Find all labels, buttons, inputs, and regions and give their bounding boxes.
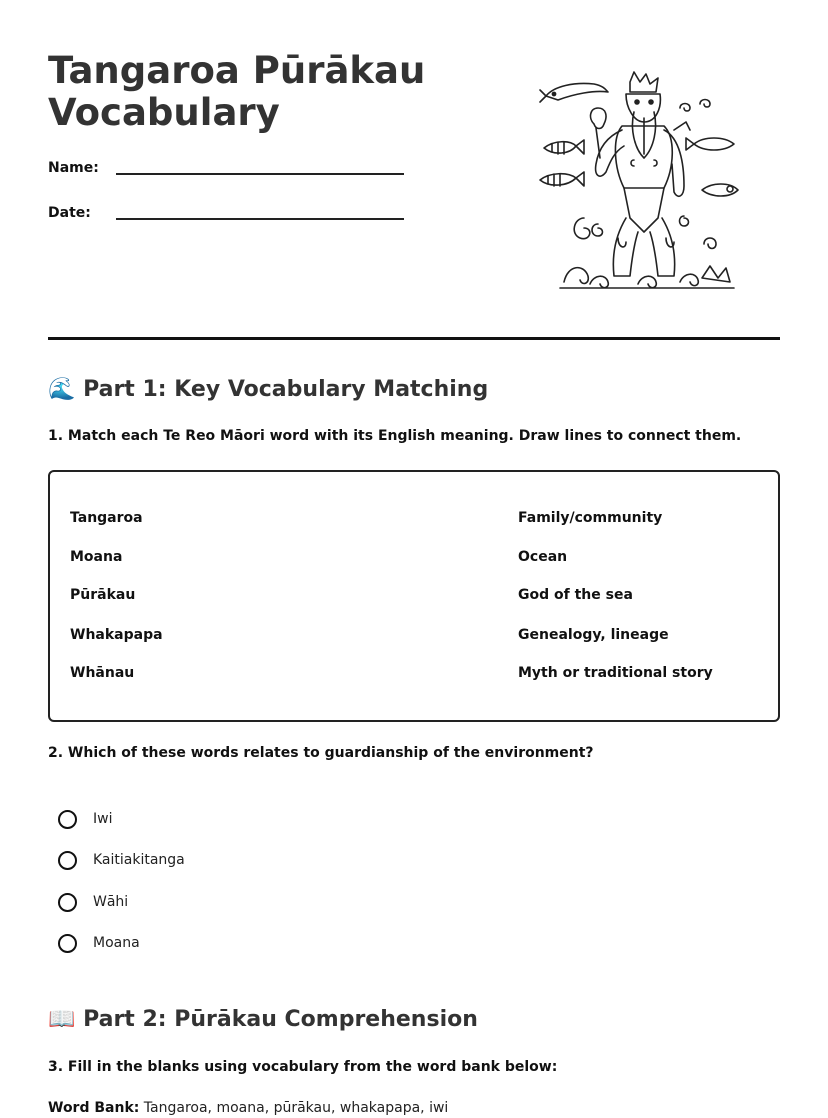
word-bank-label: Word Bank: xyxy=(48,1100,140,1116)
match-word[interactable]: Whakapapa xyxy=(70,627,163,643)
open-book-icon: 📖 xyxy=(48,1007,76,1032)
fish-icon xyxy=(540,84,608,103)
date-label: Date: xyxy=(48,205,91,221)
radio-button[interactable] xyxy=(58,893,77,912)
match-meaning[interactable]: God of the sea xyxy=(518,587,633,603)
radio-button[interactable] xyxy=(58,810,77,829)
fish-icon xyxy=(686,138,734,150)
name-label: Name: xyxy=(48,160,99,176)
fish-icon xyxy=(544,140,584,154)
fish-icon xyxy=(540,172,584,186)
match-meaning[interactable]: Ocean xyxy=(518,549,568,565)
answer-option[interactable] xyxy=(58,890,128,914)
part1-heading xyxy=(48,376,488,404)
option-label: Moana xyxy=(93,935,140,951)
answer-option[interactable] xyxy=(58,931,140,955)
date-input-line[interactable] xyxy=(116,218,404,220)
radio-button[interactable] xyxy=(58,851,77,870)
question-2: 2. Which of these words relates to guardianship of the environment? xyxy=(48,745,594,761)
question-3: 3. Fill in the blanks using vocabulary from the word bank below: xyxy=(48,1059,558,1075)
name-field xyxy=(48,160,408,176)
date-field xyxy=(48,205,408,221)
word-bank-words: Tangaroa, moana, pūrākau, whakapapa, iwi xyxy=(139,1100,449,1116)
answer-option[interactable] xyxy=(58,807,112,831)
tangaroa-illustration xyxy=(534,68,744,294)
part2-heading xyxy=(48,1006,478,1034)
name-input-line[interactable] xyxy=(116,173,404,175)
header-divider xyxy=(48,337,780,340)
option-label: Iwi xyxy=(93,811,113,827)
match-meaning[interactable]: Family/community xyxy=(518,510,663,526)
wave-icon: 🌊 xyxy=(48,377,76,402)
matching-box xyxy=(48,470,780,722)
match-meaning[interactable]: Myth or traditional story xyxy=(518,665,713,681)
word-bank xyxy=(48,1100,448,1116)
match-word[interactable]: Pūrākau xyxy=(70,587,136,603)
part2-heading-text: Part 2: Pūrākau Comprehension xyxy=(83,1007,478,1032)
option-label: Kaitiakitanga xyxy=(93,852,185,868)
match-meaning[interactable]: Genealogy, lineage xyxy=(518,627,669,643)
match-word[interactable]: Moana xyxy=(70,549,123,565)
radio-button[interactable] xyxy=(58,934,77,953)
answer-option[interactable] xyxy=(58,848,185,872)
part1-heading-text: Part 1: Key Vocabulary Matching xyxy=(83,377,489,402)
match-word[interactable]: Whānau xyxy=(70,665,135,681)
option-label: Wāhi xyxy=(93,894,129,910)
question-1: 1. Match each Te Reo Māori word with its English meaning. Draw lines to connect them. xyxy=(48,428,742,444)
match-word[interactable]: Tangaroa xyxy=(70,510,143,526)
page-title: Tangaroa Pūrākau Vocabulary xyxy=(48,49,426,134)
fish-icon xyxy=(702,184,738,196)
